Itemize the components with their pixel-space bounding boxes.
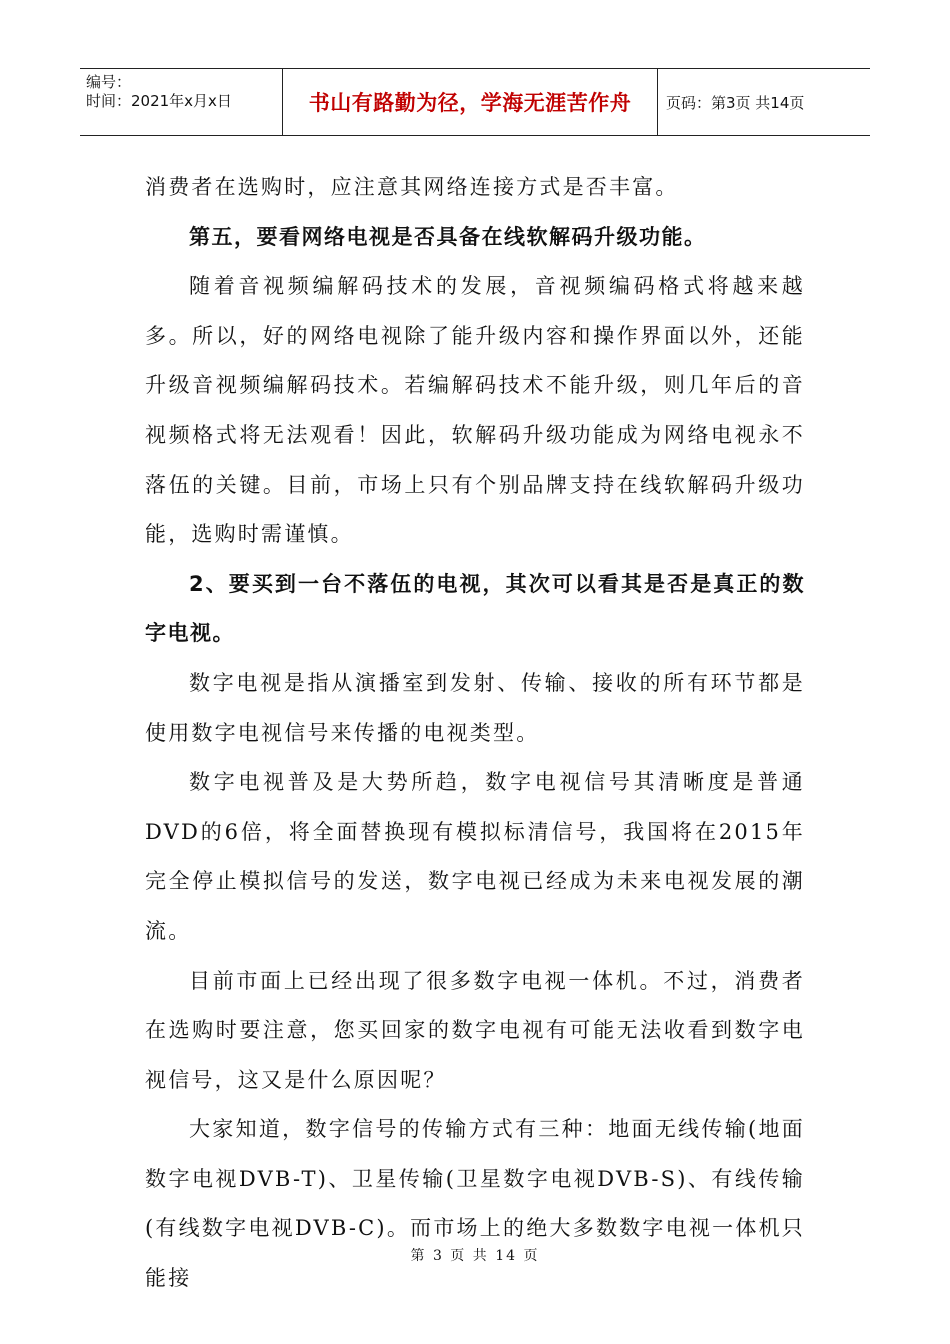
paragraph: 目前市面上已经出现了很多数字电视一体机。不过，消费者在选购时要注意，您买回家的数字电视有可能无法收看到数字电视信号，这又是什么原因呢？ [145, 968, 805, 1092]
page-header [80, 68, 870, 136]
header-meta [80, 69, 283, 135]
header-page-info: 页码：第3页 共14页 [666, 93, 805, 112]
section-heading: 2、要买到一台不落伍的电视，其次可以看其是否是真正的数字电视。 [145, 571, 805, 646]
section-heading: 第五，要看网络电视是否具备在线软解码升级功能。 [189, 224, 707, 249]
document-body [145, 163, 805, 1304]
paragraph: 消费者在选购时，应注意其网络连接方式是否丰富。 [145, 175, 679, 199]
header-motto: 书山有路勤为径，学海无涯苦作舟 [283, 69, 658, 135]
paragraph: 数字电视是指从演播室到发射、传输、接收的所有环节都是使用数字电视信号来传播的电视类型。 [145, 670, 805, 745]
page-footer: 第 3 页 共 14 页 [410, 1248, 540, 1264]
paragraph: 大家知道，数字信号的传输方式有三种：地面无线传输(地面数字电视DVB-T)、卫星传输(卫星数字电视DVB-S)、有线传输(有线数字电视DVB-C)。而市场上的绝大多数数字电视一体机只能接 [145, 1117, 805, 1291]
number-label: 编号： [86, 73, 132, 91]
paragraph: 随着音视频编解码技术的发展，音视频编码格式将越来越多。所以，好的网络电视除了能升级内容和操作界面以外，还能升级音视频编解码技术。若编解码技术不能升级，则几年后的音视频格式将无法观看！因此，软解码升级功能成为网络电视永不落伍的关键。目前，市场上只有个别品牌支持在线软解码升级功能，选购时需谨慎。 [145, 274, 805, 547]
time-label: 时间：2021年x月x日 [86, 92, 232, 110]
paragraph: 数字电视普及是大势所趋，数字电视信号其清晰度是普通DVD的6倍，将全面替换现有模拟标清信号，我国将在2015年完全停止模拟信号的发送，数字电视已经成为未来电视发展的潮流。 [145, 770, 805, 943]
